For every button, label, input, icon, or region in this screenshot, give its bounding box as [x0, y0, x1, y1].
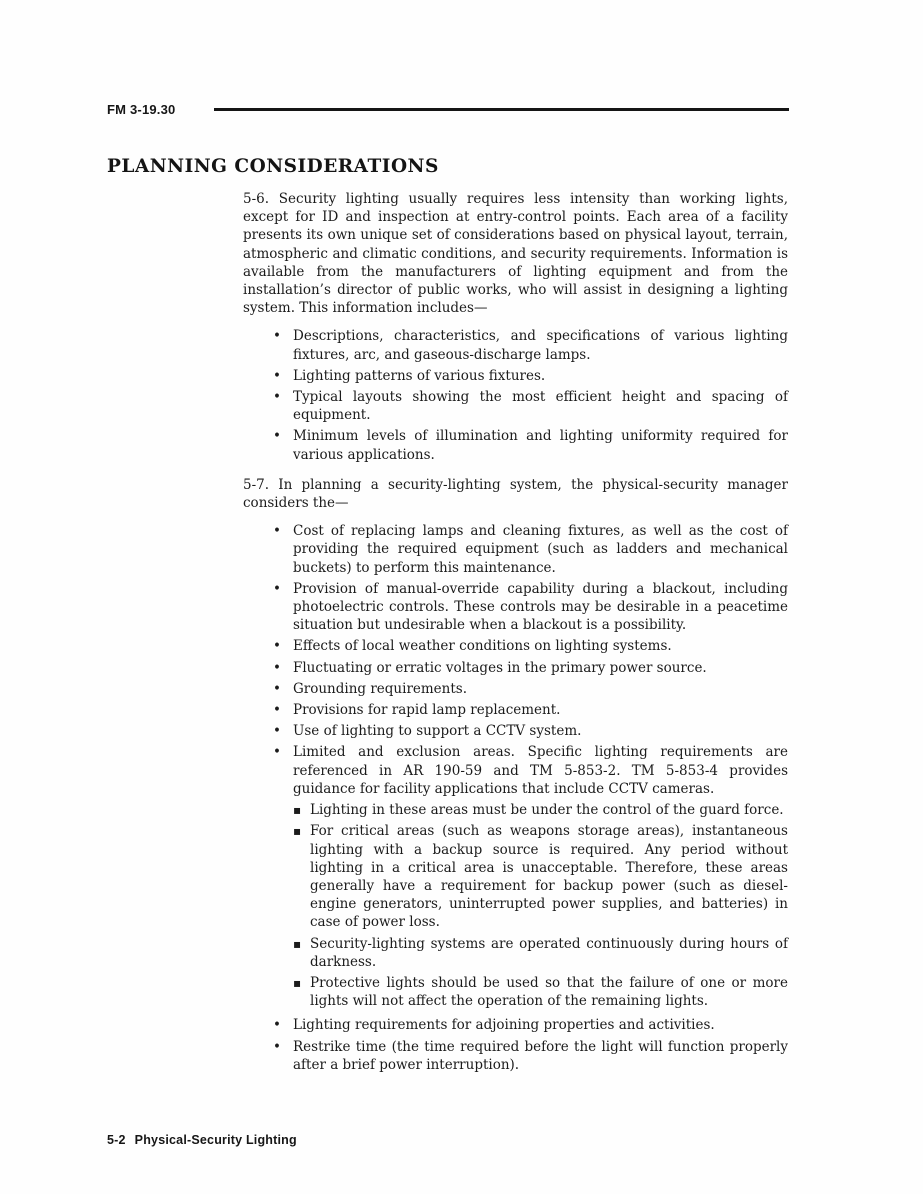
page-header [107, 101, 789, 117]
list-item [243, 327, 788, 363]
list-item [243, 1016, 788, 1034]
list-item-text: Restrike time (the time required before the light will function properly after a brief power interruption). [293, 1038, 788, 1073]
bullet-icon: • [273, 1038, 281, 1055]
bullet-icon: • [273, 367, 281, 384]
list-item-text: Lighting patterns of various fixtures. [293, 367, 546, 384]
list-item [243, 701, 788, 719]
list-item-text: Provision of manual-override capability during a blackout, including photoelectric controls. These controls may be desirable in a peacetime situation but undesirable when a blackout is a possibility. [293, 580, 788, 634]
bullet-icon: • [273, 428, 281, 445]
list-item [243, 680, 788, 698]
list-item [243, 722, 788, 740]
list-item [243, 659, 788, 677]
sub-list-item-text: Lighting in these areas must be under the control of the guard force. [310, 802, 784, 819]
list-item-text: Grounding requirements. [293, 680, 468, 697]
list-item-text: Typical layouts showing the most efficient height and spacing of equipment. [293, 389, 788, 424]
sub-list-item-text: Protective lights should be used so that the failure of one or more lights will not affect the operation of the remaining lights. [310, 974, 788, 1010]
list-item [243, 427, 788, 463]
list-item-text: Limited and exclusion areas. Specific lighting requirements are referenced in AR 190-59 and TM 5-853-2. TM 5-853-4 provides guidance for facility applications that include CCTV cameras. [293, 744, 788, 797]
list-item-text: Minimum levels of illumination and lighting uniformity required for various applications. [293, 428, 788, 463]
sub-list-item-text: Security-lighting systems are operated continuously during hours of darkness. [310, 935, 788, 970]
square-bullet-icon: ▪ [293, 824, 302, 839]
list-item [243, 580, 788, 635]
footer-title: Physical-Security Lighting [134, 1133, 297, 1147]
section-title: PLANNING CONSIDERATIONS [107, 156, 439, 177]
sub-list-item-text: For critical areas (such as weapons storage areas), instantaneous lighting with a backup source is required. Any period without lighting in a critical area is unacceptable. Therefore, these areas generally have a requirement for backup power (such as diesel-engine generators, uninterrupted power supplies, and batteries) in case of power loss. [310, 823, 788, 931]
considerations-list [243, 522, 788, 1074]
limited-areas-sub-list [293, 801, 788, 1010]
list-item-text: Descriptions, characteristics, and specifications of various lighting fixtures, arc, and gaseous-discharge lamps. [293, 328, 788, 363]
bullet-icon: • [273, 680, 281, 697]
page-content [107, 156, 788, 1077]
sub-list-item [293, 801, 788, 819]
body-text-block [243, 190, 788, 1074]
paragraph-5-7: 5-7. In planning a security-lighting system, the physical-security manager considers the— [243, 476, 788, 512]
list-item [243, 522, 788, 577]
list-item-text: Use of lighting to support a CCTV system. [293, 723, 582, 740]
bullet-icon: • [273, 389, 281, 406]
page-number: 5-2 [107, 1133, 126, 1147]
sub-list-item [293, 974, 788, 1010]
list-item-text: Cost of replacing lamps and cleaning fixtures, as well as the cost of providing the required equipment (such as ladders and mechanical buckets) to perform this maintenance. [293, 523, 788, 576]
list-item-text: Provisions for rapid lamp replacement. [293, 702, 561, 719]
bullet-icon: • [273, 580, 281, 597]
bullet-icon: • [273, 328, 281, 345]
list-item-text: Fluctuating or erratic voltages in the primary power source. [293, 659, 707, 676]
doc-id: FM 3-19.30 [107, 101, 176, 117]
list-item [243, 388, 788, 424]
bullet-icon: • [273, 523, 281, 540]
paragraph-5-6: 5-6. Security lighting usually requires less intensity than working lights, except for ID and inspection at entry-control points. Each area of a facility presents its own unique set of considerations based on physical layout, terrain, atmospheric and climatic conditions, and security requirements. Information is available from the manufacturers of lighting equipment and from the installation’s director of public works, who will assist in designing a lighting system. This information includes— [243, 191, 788, 317]
page-footer [107, 1133, 297, 1147]
bullet-icon: • [273, 638, 281, 655]
sub-list-item [293, 822, 788, 931]
list-item-body [293, 743, 788, 1013]
info-list [243, 327, 788, 463]
square-bullet-icon: ▪ [293, 936, 302, 951]
square-bullet-icon: ▪ [293, 803, 302, 818]
bullet-icon: • [273, 659, 281, 676]
list-item [243, 1038, 788, 1074]
list-item [243, 637, 788, 655]
list-item-text: Lighting requirements for adjoining properties and activities. [293, 1017, 715, 1034]
bullet-icon: • [273, 723, 281, 740]
list-item-text: Effects of local weather conditions on lighting systems. [293, 638, 672, 655]
bullet-icon: • [273, 744, 281, 761]
square-bullet-icon: ▪ [293, 975, 302, 990]
header-rule [214, 108, 789, 112]
sub-list-item [293, 935, 788, 971]
list-item [243, 367, 788, 385]
list-item [243, 743, 788, 1013]
bullet-icon: • [273, 702, 281, 719]
bullet-icon: • [273, 1017, 281, 1034]
